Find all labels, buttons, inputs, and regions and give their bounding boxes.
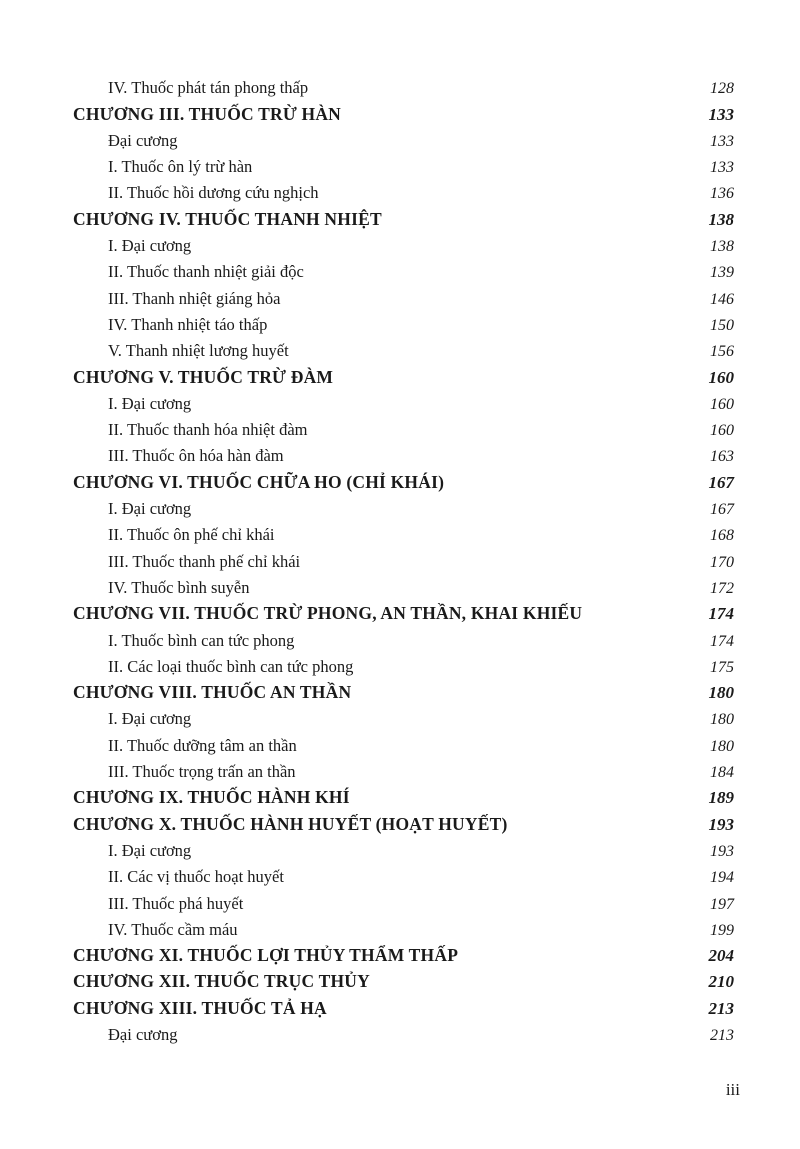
- toc-entry-page: 175: [710, 658, 734, 676]
- toc-entry-title: CHƯƠNG VI. THUỐC CHỮA HO (CHỈ KHÁI): [73, 471, 445, 492]
- toc-entry-title: CHƯƠNG VIII. THUỐC AN THẦN: [73, 682, 352, 703]
- toc-entry-title: II. Thuốc hồi dương cứu nghịch: [108, 183, 319, 203]
- toc-section-entry: [0, 443, 800, 469]
- toc-chapter-entry: [0, 601, 800, 627]
- toc-entry-page: 210: [708, 972, 734, 992]
- toc-entry-title: Đại cương: [108, 1024, 178, 1044]
- toc-section-entry: [0, 706, 800, 732]
- toc-entry-title: CHƯƠNG XII. THUỐC TRỤC THỦY: [73, 971, 370, 992]
- toc-entry-page: 128: [710, 80, 734, 98]
- toc-chapter-entry: [0, 995, 800, 1021]
- page-number: iii: [725, 1080, 740, 1099]
- toc-entry-page: 193: [710, 842, 734, 860]
- toc-entry-title: CHƯƠNG XI. THUỐC LỢI THỦY THẨM THẤP: [73, 945, 459, 966]
- toc-entry-title: III. Thuốc trọng trấn an thần: [108, 762, 296, 782]
- toc-entry-page: 199: [710, 921, 734, 939]
- toc-entry-page: 170: [710, 553, 734, 571]
- toc-entry-page: 197: [710, 895, 734, 913]
- toc-entry-title: III. Thuốc thanh phế chỉ khái: [108, 551, 301, 571]
- toc-entry-title: CHƯƠNG XIII. THUỐC TẢ HẠ: [73, 997, 327, 1018]
- toc-entry-title: I. Đại cương: [108, 393, 192, 413]
- toc-section-entry: [0, 890, 800, 916]
- toc-chapter-entry: [0, 206, 800, 232]
- toc-section-entry: [0, 627, 800, 653]
- toc-chapter-entry: [0, 364, 800, 390]
- toc-chapter-entry: [0, 469, 800, 495]
- toc-entry-title: CHƯƠNG III. THUỐC TRỪ HÀN: [73, 103, 342, 124]
- toc-section-entry: [0, 522, 800, 548]
- toc-entry-page: 156: [710, 343, 734, 361]
- toc-section-entry: [0, 75, 800, 101]
- toc-entry-page: 133: [710, 132, 734, 150]
- toc-entry-title: II. Thuốc ôn phế chỉ khái: [108, 525, 275, 545]
- toc-section-entry: [0, 1022, 800, 1048]
- toc-section-entry: [0, 917, 800, 943]
- toc-section-entry: [0, 312, 800, 338]
- toc-entry-page: 138: [708, 209, 734, 229]
- toc-section-entry: [0, 496, 800, 522]
- toc-entry-page: 150: [710, 316, 734, 334]
- toc-entry-title: IV. Thuốc bình suyễn: [108, 577, 250, 597]
- toc-entry-page: 133: [710, 159, 734, 177]
- toc-entry-page: 160: [710, 422, 734, 440]
- table-of-contents: [0, 75, 800, 1048]
- toc-chapter-entry: [0, 680, 800, 706]
- toc-section-entry: [0, 864, 800, 890]
- toc-entry-title: III. Thanh nhiệt giáng hỏa: [108, 288, 281, 308]
- toc-entry-title: I. Đại cương: [108, 709, 192, 729]
- toc-entry-page: 167: [708, 472, 734, 492]
- toc-section-entry: [0, 759, 800, 785]
- toc-entry-page: 167: [710, 501, 734, 519]
- toc-entry-page: 146: [710, 290, 734, 308]
- toc-entry-title: III. Thuốc ôn hóa hàn đàm: [108, 446, 284, 466]
- toc-entry-title: II. Thuốc dưỡng tâm an thần: [108, 735, 297, 755]
- toc-section-entry: [0, 154, 800, 180]
- toc-entry-page: 168: [710, 527, 734, 545]
- toc-entry-page: 213: [710, 1026, 734, 1044]
- toc-entry-title: I. Đại cương: [108, 499, 192, 519]
- toc-chapter-entry: [0, 969, 800, 995]
- toc-entry-page: 213: [708, 998, 734, 1018]
- toc-entry-page: 180: [710, 737, 734, 755]
- toc-entry-page: 160: [710, 395, 734, 413]
- toc-entry-title: CHƯƠNG X. THUỐC HÀNH HUYẾT (HOẠT HUYẾT): [73, 813, 508, 834]
- toc-entry-page: 194: [710, 869, 734, 887]
- toc-entry-title: CHƯƠNG IX. THUỐC HÀNH KHÍ: [73, 787, 350, 808]
- toc-section-entry: [0, 575, 800, 601]
- toc-entry-title: IV. Thuốc cầm máu: [108, 919, 238, 939]
- toc-entry-title: CHƯƠNG IV. THUỐC THANH NHIỆT: [73, 208, 382, 229]
- toc-section-entry: [0, 391, 800, 417]
- toc-entry-title: II. Thuốc thanh hóa nhiệt đàm: [108, 420, 308, 440]
- toc-section-entry: [0, 180, 800, 206]
- toc-entry-page: 133: [708, 104, 734, 124]
- toc-chapter-entry: [0, 943, 800, 969]
- toc-entry-title: II. Các loại thuốc bình can tức phong: [108, 656, 354, 676]
- toc-section-entry: [0, 128, 800, 154]
- toc-entry-page: 174: [710, 632, 734, 650]
- toc-entry-title: Đại cương: [108, 130, 178, 150]
- toc-section-entry: [0, 838, 800, 864]
- toc-entry-page: 172: [710, 579, 734, 597]
- toc-section-entry: [0, 417, 800, 443]
- toc-chapter-entry: [0, 785, 800, 811]
- toc-entry-page: 174: [708, 604, 734, 624]
- toc-entry-title: IV. Thanh nhiệt táo thấp: [108, 314, 268, 334]
- toc-entry-page: 193: [708, 814, 734, 834]
- toc-entry-title: CHƯƠNG V. THUỐC TRỪ ĐÀM: [73, 366, 334, 387]
- toc-entry-page: 136: [710, 185, 734, 203]
- toc-section-entry: [0, 338, 800, 364]
- toc-section-entry: [0, 233, 800, 259]
- toc-entry-page: 180: [708, 683, 734, 703]
- toc-entry-page: 180: [710, 711, 734, 729]
- toc-section-entry: [0, 259, 800, 285]
- toc-section-entry: [0, 548, 800, 574]
- toc-entry-title: III. Thuốc phá huyết: [108, 893, 244, 913]
- toc-entry-page: 204: [708, 946, 734, 966]
- toc-entry-page: 163: [710, 448, 734, 466]
- toc-entry-title: I. Thuốc ôn lý trừ hàn: [108, 157, 253, 177]
- toc-entry-title: I. Đại cương: [108, 236, 192, 256]
- toc-entry-page: 139: [710, 264, 734, 282]
- toc-entry-page: 184: [710, 764, 734, 782]
- toc-entry-page: 160: [708, 367, 734, 387]
- toc-section-entry: [0, 732, 800, 758]
- toc-entry-title: II. Các vị thuốc hoạt huyết: [108, 867, 284, 887]
- toc-entry-title: I. Đại cương: [108, 840, 192, 860]
- toc-entry-title: V. Thanh nhiệt lương huyết: [108, 341, 289, 361]
- toc-entry-title: CHƯƠNG VII. THUỐC TRỪ PHONG, AN THẦN, KHAI KHIẾU: [73, 603, 583, 624]
- toc-chapter-entry: [0, 101, 800, 127]
- toc-section-entry: [0, 654, 800, 680]
- toc-section-entry: [0, 285, 800, 311]
- toc-entry-title: I. Thuốc bình can tức phong: [108, 630, 295, 650]
- toc-entry-title: II. Thuốc thanh nhiệt giải độc: [108, 262, 304, 282]
- toc-chapter-entry: [0, 811, 800, 837]
- toc-entry-page: 189: [708, 788, 734, 808]
- toc-entry-page: 138: [710, 238, 734, 256]
- toc-entry-title: IV. Thuốc phát tán phong thấp: [108, 78, 309, 98]
